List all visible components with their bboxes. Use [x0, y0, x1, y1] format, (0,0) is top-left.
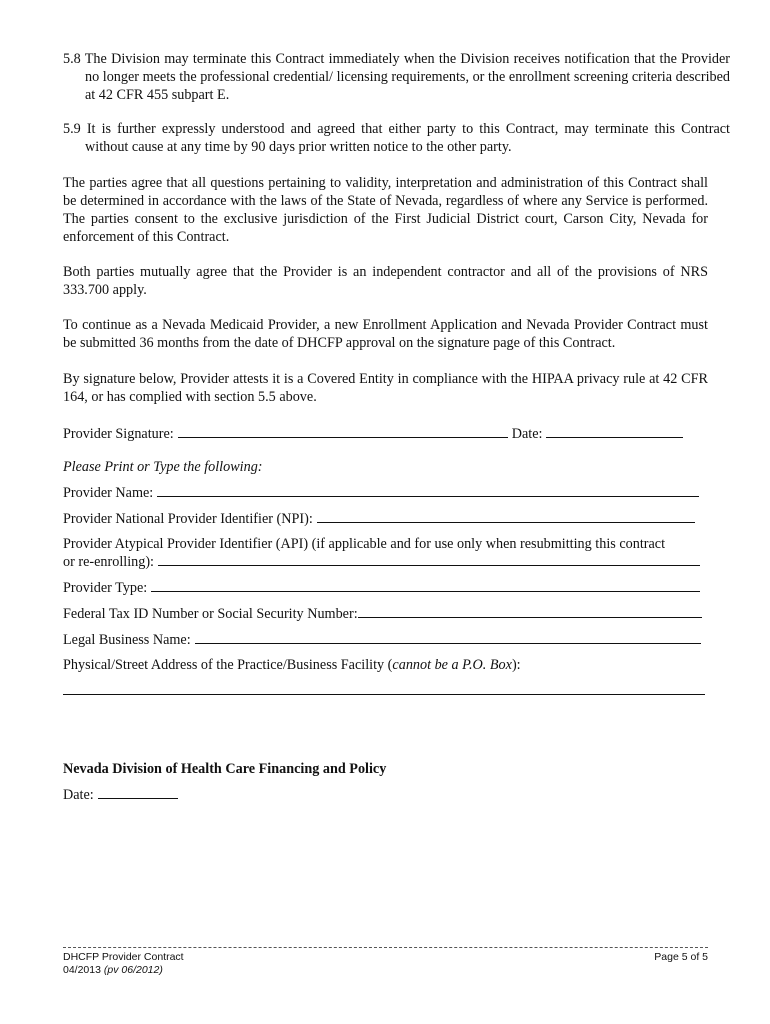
npi-field[interactable] — [317, 509, 695, 523]
api-label-continued: or re-enrolling): — [63, 554, 154, 570]
npi-label: Provider National Provider Identifier (NPI): — [63, 511, 313, 527]
legal-name-field[interactable] — [195, 630, 701, 644]
provider-signature-field[interactable] — [178, 424, 508, 438]
address-note: cannot be a P.O. Box — [392, 657, 512, 673]
signature-date-label: Date: — [511, 426, 543, 442]
provider-signature-row — [63, 424, 708, 443]
renewal-paragraph: To continue as a Nevada Medicaid Provider, a new Enrollment Application and Nevada Provider Contract must be submitted 36 months from the date of DHCFP approval on the signature page of this Contract. — [63, 317, 708, 351]
clause-5-8: 5.8 The Division may terminate this Contract immediately when the Division receives notification that the Provider no longer meets the professional credential/ licensing requirements, or the enrollment screening criteria described at 42 CFR 455 subpart E. — [63, 51, 730, 103]
provider-type-row — [63, 578, 700, 597]
address-label-close: ): — [511, 657, 521, 673]
api-row-line1 — [63, 535, 708, 553]
division-date-label: Date: — [63, 787, 94, 803]
legal-name-row — [63, 630, 701, 649]
form-instruction: Please Print or Type the following: — [63, 459, 263, 475]
footer-version — [63, 964, 163, 977]
api-label: Provider Atypical Provider Identifier (API) (if applicable and for use only when resubmitting this contract — [63, 536, 666, 552]
tax-id-field[interactable] — [358, 604, 702, 618]
address-field[interactable] — [63, 681, 705, 695]
provider-signature-label: Provider Signature: — [63, 426, 174, 442]
jurisdiction-paragraph: The parties agree that all questions pertaining to validity, interpretation and administration of this Contract shall be determined in accordance with the laws of the State of Nevada, regardless of where any Service is performed. The parties consent to the exclusive jurisdiction of the First Judicial District court, Carson City, Nevada for enforcement of this Contract. — [63, 175, 708, 245]
provider-type-label: Provider Type: — [63, 580, 148, 596]
independent-contractor-paragraph: Both parties mutually agree that the Provider is an independent contractor and all of the provisions of NRS 333.700 apply. — [63, 264, 708, 298]
provider-name-row — [63, 483, 699, 502]
hipaa-paragraph: By signature below, Provider attests it is a Covered Entity in compliance with the HIPAA privacy rule at 42 CFR 164, or has complied with section 5.5 above. — [63, 371, 708, 405]
footer-date: 04/2013 — [63, 964, 101, 976]
provider-type-field[interactable] — [151, 578, 700, 592]
footer-divider — [63, 947, 708, 948]
division-title: Nevada Division of Health Care Financing and Policy — [63, 761, 387, 777]
provider-name-field[interactable] — [157, 483, 699, 497]
signature-date-field[interactable] — [546, 424, 683, 438]
footer-prev-version: (pv 06/2012) — [103, 964, 163, 976]
provider-name-label: Provider Name: — [63, 485, 154, 501]
address-label: Physical/Street Address of the Practice/Business Facility ( — [63, 657, 393, 673]
division-date-row — [63, 785, 708, 804]
legal-name-label: Legal Business Name: — [63, 632, 191, 648]
division-date-field[interactable] — [98, 785, 178, 799]
api-row-line2 — [63, 552, 700, 571]
tax-id-label: Federal Tax ID Number or Social Security Number: — [63, 606, 358, 622]
npi-row — [63, 509, 695, 528]
footer-page-number: Page 5 of 5 — [654, 951, 708, 963]
api-field[interactable] — [158, 552, 700, 566]
address-row — [63, 656, 708, 674]
clause-5-9: 5.9 It is further expressly understood and agreed that either party to this Contract, may terminate this Contract without cause at any time by 90 days prior written notice to the other party. — [63, 121, 730, 155]
tax-id-row — [63, 604, 702, 623]
footer-doc-title: DHCFP Provider Contract — [63, 951, 184, 963]
